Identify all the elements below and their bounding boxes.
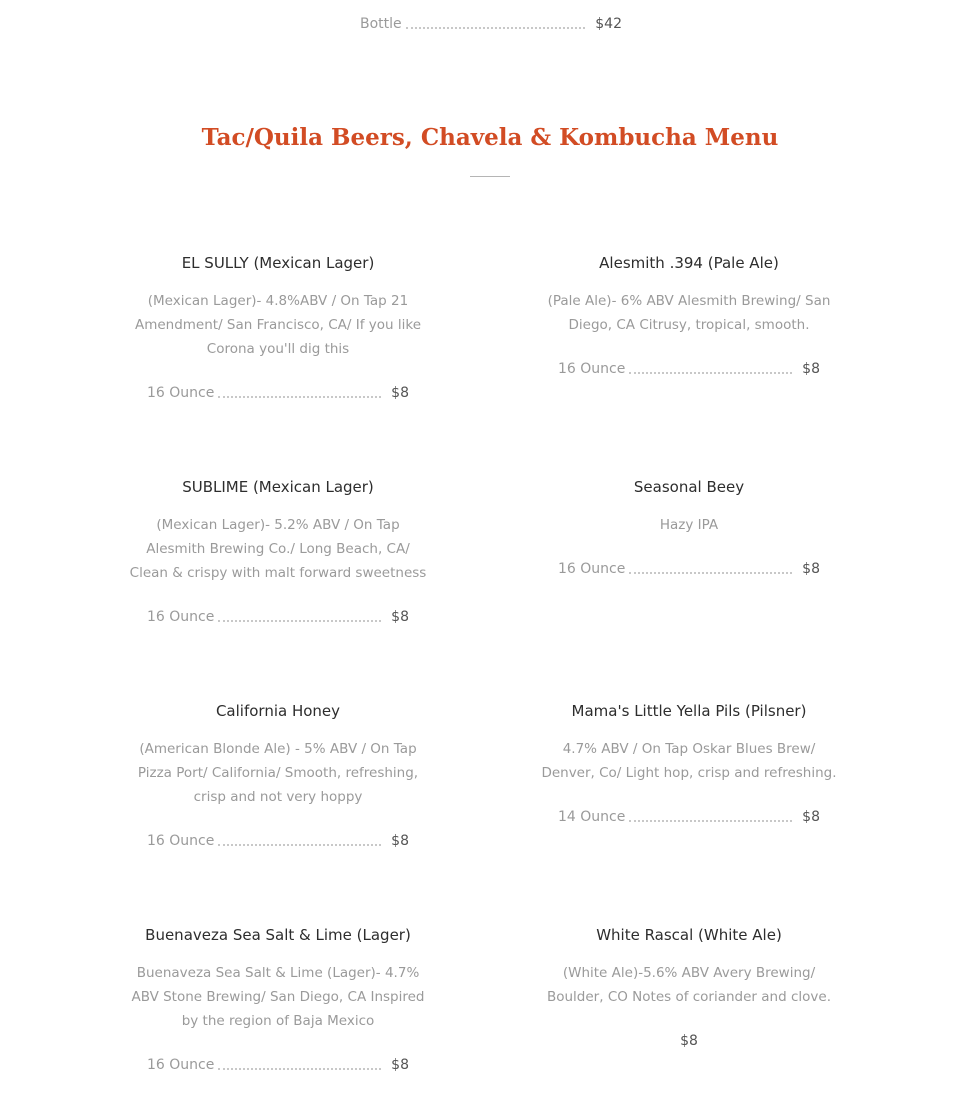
item-description: (White Ale)-5.6% ABV Avery Brewing/ Boulder, CO Notes of coriander and clove. [546, 965, 831, 1005]
price-amount: $8 [802, 361, 820, 377]
item-price-line [558, 361, 820, 377]
price-size-label: 16 Ounce [558, 561, 626, 577]
dot-leader [218, 843, 381, 846]
dot-leader [218, 395, 381, 398]
item-price-line [147, 385, 409, 401]
item-price-line [147, 1057, 409, 1073]
price-size-label: 16 Ounce [558, 361, 626, 377]
price-size-label: 16 Ounce [147, 385, 215, 401]
item-name: California Honey [215, 702, 341, 720]
item-description: Buenaveza Sea Salt & Lime (Lager)- 4.7% ABV Stone Brewing/ San Diego, CA Inspired by the region of Baja Mexico [131, 965, 425, 1029]
item-name: EL SULLY (Mexican Lager) [181, 254, 375, 272]
price-amount: $8 [680, 1033, 698, 1049]
price-size-label: 16 Ounce [147, 833, 215, 849]
price-amount: $42 [595, 16, 622, 32]
item-name: Buenaveza Sea Salt & Lime (Lager) [145, 926, 411, 944]
price-amount: $8 [391, 609, 409, 625]
price-amount: $8 [802, 561, 820, 577]
item-price-line [558, 561, 820, 577]
item-description: (Mexican Lager)- 5.2% ABV / On Tap Alesmith Brewing Co./ Long Beach, CA/ Clean & crispy with malt forward sweetness [129, 517, 427, 581]
item-description: (Pale Ale)- 6% ABV Alesmith Brewing/ San Diego, CA Citrusy, tropical, smooth. [547, 293, 831, 333]
item-name: Mama's Little Yella Pils (Pilsner) [571, 702, 807, 720]
item-name: SUBLIME (Mexican Lager) [182, 478, 374, 496]
menu-item-seasonal-beey [524, 477, 854, 577]
price-amount: $8 [391, 833, 409, 849]
menu-section-title: Tac/Quila Beers, Chavela & Kombucha Menu [201, 124, 779, 151]
price-size-label: 14 Ounce [558, 809, 626, 825]
dot-leader [218, 619, 381, 622]
menu-item-buenaveza [113, 925, 443, 1073]
price-size-label: Bottle [360, 16, 402, 32]
item-name: Seasonal Beey [633, 478, 745, 496]
price-size-label: 16 Ounce [147, 609, 215, 625]
item-description: 4.7% ABV / On Tap Oskar Blues Brew/ Denver, Co/ Light hop, crisp and refreshing. [541, 741, 837, 781]
price-amount: $8 [802, 809, 820, 825]
price-amount: $8 [391, 1057, 409, 1073]
dot-leader [406, 26, 586, 29]
dot-leader [629, 571, 792, 574]
dot-leader [218, 1067, 381, 1070]
menu-item-el-sully [113, 253, 443, 401]
item-description: (Mexican Lager)- 4.8%ABV / On Tap 21 Amendment/ San Francisco, CA/ If you like Corona you'll dig this [134, 293, 422, 357]
menu-item-mamas-little-yella-pils [524, 701, 854, 825]
price-size-label: 16 Ounce [147, 1057, 215, 1073]
item-description: (American Blonde Ale) - 5% ABV / On Tap Pizza Port/ California/ Smooth, refreshing, crisp and not very hoppy [137, 741, 419, 805]
item-name: White Rascal (White Ale) [596, 926, 782, 944]
dot-leader [629, 819, 792, 822]
item-name: Alesmith .394 (Pale Ale) [599, 254, 779, 272]
item-price-line [558, 809, 820, 825]
dot-leader [629, 371, 792, 374]
item-description: Hazy IPA [659, 517, 719, 533]
title-divider [470, 176, 510, 177]
menu-item-california-honey [113, 701, 443, 849]
menu-item-white-rascal [524, 925, 854, 1049]
item-price-line [147, 609, 409, 625]
menu-item-alesmith-394 [524, 253, 854, 377]
menu-item-sublime [113, 477, 443, 625]
price-amount: $8 [391, 385, 409, 401]
bottle-price-line [360, 16, 622, 32]
item-price-line [147, 833, 409, 849]
